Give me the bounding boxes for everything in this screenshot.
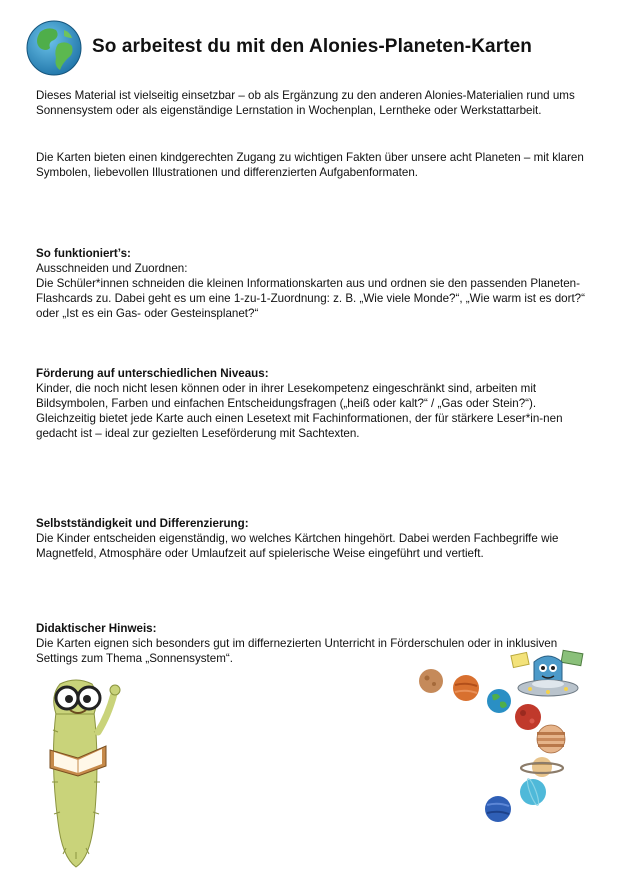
levels-section (36, 366, 591, 441)
planet-jupiter (536, 724, 566, 754)
levels-text: Kinder, die noch nicht lesen können oder in ihrer Lesekompetenz eingeschränkt sind, arbeiten mit Bildsymbolen, Farben und einfachen Entscheidungsfragen („heiß oder kalt?“ / „Gas oder Stein?“). Gleichzeitig bietet jede Karte auch einen Lesetext mit Fachinformationen, der für stärkere Leser*in-nen gedacht ist – ideal zur gezielten Leseförderung mit Sachtexten. (36, 382, 563, 440)
earth-globe-icon (26, 20, 82, 76)
independence-heading: Selbstständigkeit und Differenzierung: (36, 517, 249, 530)
planet-venus (452, 674, 480, 702)
how-it-works-section (36, 246, 591, 321)
planet-neptune (484, 795, 512, 823)
page-title: So arbeitest du mit den Alonies-Planeten-Karten (92, 36, 533, 57)
planet-earth (486, 688, 512, 714)
reading-caterpillar-mascot (36, 672, 126, 872)
alien-in-ufo (510, 648, 586, 706)
planet-mercury (418, 668, 444, 694)
how-it-works-text: Die Schüler*innen schneiden die kleinen Informationskarten aus und ordnen sie den passenden Planeten-Flashcards zu. Dabei geht es um eine 1-zu-1-Zuordnung: z. B. „Wie viele Monde?“, „Wie warm ist es dort?“ oder „Ist es ein Gas- oder Gesteinsplanet?“ (36, 277, 585, 320)
intro-paragraph-1: Dieses Material ist vielseitig einsetzbar – ob als Ergänzung zu den anderen Alonies-Materialien rund ums Sonnensystem oder als eigenständige Lernstation in Wochenplan, Lerntheke oder Werkstattarbeit. (36, 89, 575, 117)
independence-text: Die Kinder entscheiden eigenständig, wo welches Kärtchen hingehört. Dabei werden Fachbegriffe wie Magnetfeld, Atmosphäre oder Umlaufzeit auf spielerische Weise eingeführt und vertieft. (36, 532, 559, 560)
didactic-text: Die Karten eignen sich besonders gut im differnezierten Unterricht in Förderschulen oder in inklusiven Settings zum Thema „Sonnensystem“. (36, 637, 558, 665)
intro-paragraph-2: Die Karten bieten einen kindgerechten Zugang zu wichtigen Fakten über unsere acht Planeten – mit klaren Symbolen, liebevollen Illustrationen und differenzierten Aufgabenformaten. (36, 151, 584, 179)
how-it-works-heading: So funktioniert’s: (36, 247, 131, 260)
didactic-section (36, 621, 591, 666)
planet-uranus (518, 777, 548, 807)
how-it-works-subheading: Ausschneiden und Zuordnen: (36, 262, 188, 275)
didactic-heading: Didaktischer Hinweis: (36, 622, 157, 635)
levels-heading: Förderung auf unterschiedlichen Niveaus: (36, 367, 269, 380)
independence-section (36, 516, 591, 561)
